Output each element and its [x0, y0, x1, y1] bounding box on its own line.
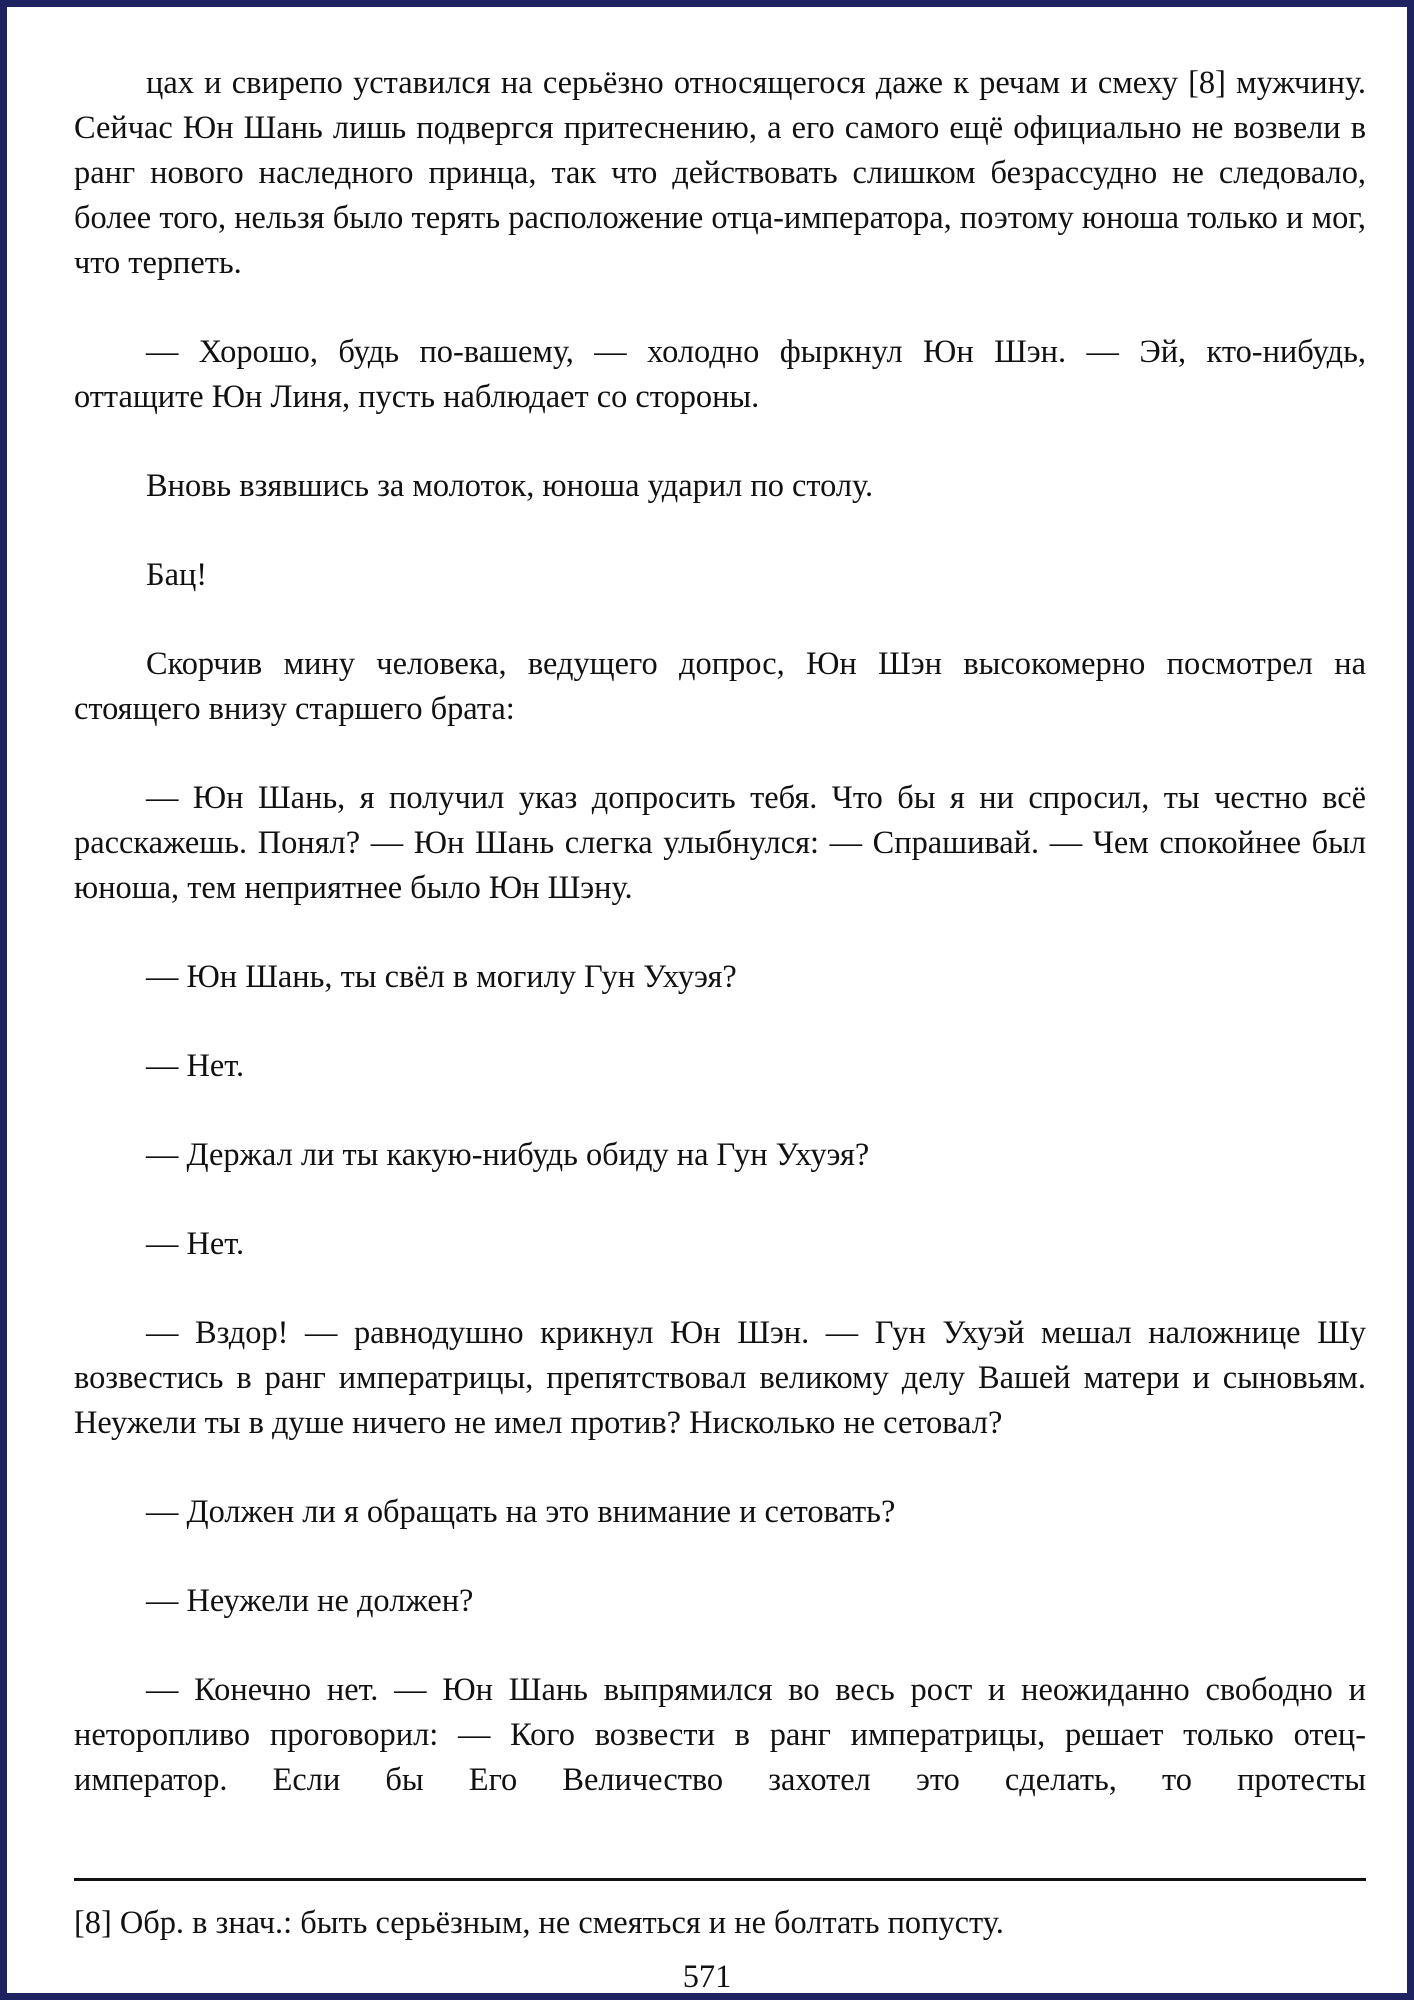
paragraph: — Юн Шань, я получил указ допросить тебя. Что бы я ни спросил, ты честно всё расскажешь. Понял? — Юн Шань слегка улыбнулся: — Спрашивай. — Чем спокойнее был юноша, тем неприятнее было Юн Шэну.	[74, 780, 1366, 906]
paragraph: — Нет.	[146, 1048, 245, 1084]
paragraph: — Конечно нет. — Юн Шань выпрямился во весь рост и неожиданно свободно и неторопливо проговорил: — Кого возвести в ранг императрицы, решает только отец-император. Если бы Его Величество захотел это сделать, то протесты	[74, 1672, 1366, 1798]
paragraph: — Вздор! — равнодушно крикнул Юн Шэн. — Гун Ухуэй мешал наложнице Шу возвестись в ранг императрицы, препятствовал великому делу Вашей матери и сыновьям. Неужели ты в душе ничего не имел против? Нисколько не сетовал?	[74, 1315, 1366, 1441]
paragraph: Бац!	[146, 557, 208, 593]
paragraph: — Неужели не должен?	[146, 1583, 474, 1619]
footnote-divider	[74, 1878, 1366, 1881]
paragraph: цах и свирепо уставился на серьёзно относящегося даже к речам и смеху [8] мужчину. Сейчас Юн Шань лишь подвергся притеснению, а его самого ещё официально не возвели в ранг нового наследного принца, так что действовать слишком безрассудно не следовало, более того, нельзя было терять расположение отца-императора, поэтому юноша только и мог, что терпеть.	[74, 65, 1366, 281]
body-text	[74, 61, 1366, 1803]
paragraph: — Хорошо, будь по-вашему, — холодно фыркнул Юн Шэн. — Эй, кто-нибудь, оттащите Юн Линя, пусть наблюдает со стороны.	[74, 334, 1366, 415]
paragraph: — Юн Шань, ты свёл в могилу Гун Ухуэя?	[146, 959, 737, 995]
paragraph: Вновь взявшись за молоток, юноша ударил по столу.	[146, 468, 874, 504]
paragraph: — Должен ли я обращать на это внимание и сетовать?	[146, 1494, 896, 1530]
page-number: 571	[682, 1959, 732, 1995]
paragraph: Скорчив мину человека, ведущего допрос, Юн Шэн высокомерно посмотрел на стоящего внизу старшего брата:	[74, 646, 1366, 727]
paragraph: — Нет.	[146, 1226, 245, 1262]
footnote: [8] Обр. в знач.: быть серьёзным, не смеяться и не болтать попусту.	[74, 1905, 1004, 1941]
paragraph: — Держал ли ты какую-нибудь обиду на Гун Ухуэя?	[146, 1137, 870, 1173]
